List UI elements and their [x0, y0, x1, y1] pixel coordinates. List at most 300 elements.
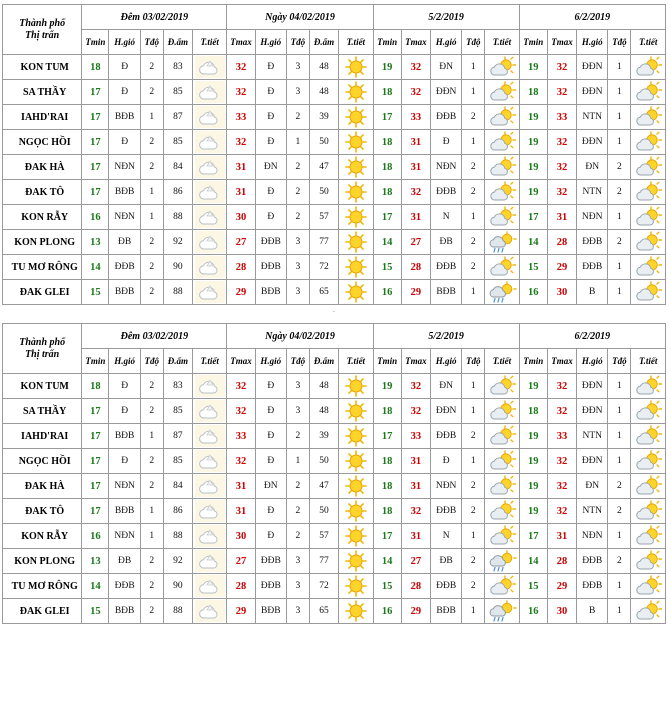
night-tmin: 14 — [82, 255, 109, 280]
d5-wind-dir: ĐN — [430, 374, 461, 399]
d6-tmax: 32 — [547, 180, 576, 205]
city-name: IAHD'RAI — [3, 424, 82, 449]
d5-tmin: 17 — [373, 424, 401, 449]
d5-wind-dir: Đ — [430, 130, 461, 155]
day-wind-level: 3 — [286, 599, 309, 624]
day-wind-level: 2 — [286, 474, 309, 499]
d5-weather-icon — [485, 230, 519, 255]
sunny-icon — [341, 400, 371, 422]
d6-wind-level: 1 — [608, 105, 631, 130]
header-field: Tmax — [227, 349, 255, 374]
d6-wind-dir: ĐĐN — [577, 399, 608, 424]
d6-weather-icon — [631, 399, 666, 424]
d5-weather-icon — [485, 599, 519, 624]
day-tmax: 30 — [227, 524, 255, 549]
day-humidity: 50 — [309, 180, 338, 205]
city-name: ĐAK HÀ — [3, 474, 82, 499]
table-row — [3, 449, 666, 474]
night-tmin: 15 — [82, 599, 109, 624]
rain-cloud-icon — [487, 231, 517, 253]
night-wind-dir: ĐB — [109, 230, 140, 255]
night-wind-level: 2 — [140, 374, 163, 399]
sunny-icon — [341, 81, 371, 103]
header-field: Tđộ — [286, 30, 309, 55]
d5-tmin: 18 — [373, 155, 401, 180]
d6-wind-level: 1 — [608, 599, 631, 624]
header-field: H.gió — [255, 30, 286, 55]
night-tmin: 13 — [82, 230, 109, 255]
header-row-fields — [3, 30, 666, 55]
day-wind-dir: Đ — [255, 55, 286, 80]
d5-tmin: 17 — [373, 524, 401, 549]
header-row-days — [3, 5, 666, 30]
d5-tmax: 31 — [401, 155, 430, 180]
day-wind-level: 3 — [286, 80, 309, 105]
d6-wind-dir: ĐĐB — [577, 230, 608, 255]
sunny-icon — [341, 156, 371, 178]
day-weather-icon — [339, 599, 373, 624]
d6-wind-dir: B — [577, 599, 608, 624]
d6-tmax: 29 — [547, 255, 576, 280]
header-field: T.tiết — [631, 30, 666, 55]
city-name: IAHD'RAI — [3, 105, 82, 130]
d5-tmin: 18 — [373, 180, 401, 205]
d5-tmax: 29 — [401, 280, 430, 305]
night-wind-dir: NĐN — [109, 474, 140, 499]
night-wind-dir: Đ — [109, 399, 140, 424]
d5-weather-icon — [485, 180, 519, 205]
d6-tmin: 17 — [519, 205, 547, 230]
day-tmax: 32 — [227, 374, 255, 399]
day-wind-dir: ĐN — [255, 155, 286, 180]
night-humidity: 85 — [163, 399, 192, 424]
d6-weather-icon — [631, 449, 666, 474]
night-wind-dir: BĐB — [109, 180, 140, 205]
header-field: Tmax — [547, 349, 576, 374]
d6-wind-dir: ĐN — [577, 155, 608, 180]
day-weather-icon — [339, 55, 373, 80]
header-field: T.tiết — [339, 349, 373, 374]
d6-weather-icon — [631, 205, 666, 230]
header-field: T.tiết — [485, 30, 519, 55]
d5-tmax: 31 — [401, 524, 430, 549]
d5-wind-level: 1 — [462, 449, 485, 474]
d5-weather-icon — [485, 499, 519, 524]
day-tmax: 27 — [227, 230, 255, 255]
d6-wind-level: 1 — [608, 255, 631, 280]
d6-wind-level: 1 — [608, 424, 631, 449]
day-humidity: 47 — [309, 474, 338, 499]
day-wind-dir: ĐĐB — [255, 549, 286, 574]
d6-tmax: 28 — [547, 549, 576, 574]
d5-tmax: 33 — [401, 105, 430, 130]
day-humidity: 39 — [309, 424, 338, 449]
d5-wind-dir: BĐB — [430, 599, 461, 624]
day-humidity: 72 — [309, 574, 338, 599]
d5-wind-level: 2 — [462, 499, 485, 524]
header-day-group: 6/2/2019 — [519, 5, 665, 30]
header-field: H.gió — [430, 30, 461, 55]
table-row — [3, 130, 666, 155]
d6-wind-level: 1 — [608, 80, 631, 105]
night-wind-level: 2 — [140, 449, 163, 474]
sunny-icon — [341, 525, 371, 547]
d6-weather-icon — [631, 255, 666, 280]
d5-tmin: 18 — [373, 130, 401, 155]
header-field: Tđộ — [140, 349, 163, 374]
night-tmin: 17 — [82, 474, 109, 499]
d6-tmax: 32 — [547, 399, 576, 424]
partly-cloudy-night-icon — [195, 106, 225, 128]
day-weather-icon — [339, 524, 373, 549]
header-city: Thành phố Thị trấn — [3, 324, 82, 374]
day-humidity: 47 — [309, 155, 338, 180]
sunny-icon — [341, 131, 371, 153]
weather-table-top — [2, 4, 666, 305]
night-wind-dir: NĐN — [109, 155, 140, 180]
city-name: NGỌC HỒI — [3, 449, 82, 474]
d6-wind-level: 1 — [608, 374, 631, 399]
day-tmax: 31 — [227, 499, 255, 524]
partly-cloudy-night-icon — [195, 425, 225, 447]
d6-tmin: 15 — [519, 574, 547, 599]
d5-wind-level: 1 — [462, 130, 485, 155]
partly-cloudy-night-icon — [195, 375, 225, 397]
d5-tmax: 29 — [401, 599, 430, 624]
night-humidity: 84 — [163, 155, 192, 180]
d6-weather-icon — [631, 280, 666, 305]
d5-wind-dir: ĐĐB — [430, 499, 461, 524]
d6-weather-icon — [631, 524, 666, 549]
d5-wind-dir: ĐĐB — [430, 574, 461, 599]
d6-wind-level: 2 — [608, 549, 631, 574]
d6-tmax: 30 — [547, 280, 576, 305]
d6-wind-dir: ĐĐB — [577, 574, 608, 599]
d5-wind-level: 2 — [462, 230, 485, 255]
d6-tmin: 19 — [519, 105, 547, 130]
day-tmax: 32 — [227, 449, 255, 474]
day-weather-icon — [339, 180, 373, 205]
d6-tmax: 32 — [547, 55, 576, 80]
day-tmax: 29 — [227, 280, 255, 305]
sun-cloud-icon — [633, 400, 663, 422]
city-name: ĐAK GLEI — [3, 280, 82, 305]
d5-weather-icon — [485, 524, 519, 549]
partly-cloudy-night-icon — [195, 575, 225, 597]
d6-weather-icon — [631, 374, 666, 399]
night-humidity: 90 — [163, 574, 192, 599]
sun-cloud-icon — [633, 525, 663, 547]
day-weather-icon — [339, 424, 373, 449]
header-field: H.gió — [109, 349, 140, 374]
day-wind-dir: ĐĐB — [255, 255, 286, 280]
d6-tmax: 31 — [547, 524, 576, 549]
d6-tmax: 31 — [547, 205, 576, 230]
day-wind-dir: Đ — [255, 374, 286, 399]
d6-tmax: 32 — [547, 449, 576, 474]
sun-cloud-icon — [633, 256, 663, 278]
d5-wind-level: 2 — [462, 155, 485, 180]
d6-tmax: 30 — [547, 599, 576, 624]
night-tmin: 17 — [82, 130, 109, 155]
day-weather-icon — [339, 105, 373, 130]
sun-cloud-icon — [487, 400, 517, 422]
d6-wind-level: 2 — [608, 180, 631, 205]
rain-cloud-icon — [487, 281, 517, 303]
day-wind-level: 2 — [286, 499, 309, 524]
day-tmax: 27 — [227, 549, 255, 574]
d5-weather-icon — [485, 549, 519, 574]
night-wind-level: 2 — [140, 549, 163, 574]
day-wind-level: 3 — [286, 574, 309, 599]
d5-weather-icon — [485, 80, 519, 105]
d6-tmax: 33 — [547, 424, 576, 449]
d5-tmax: 32 — [401, 180, 430, 205]
day-humidity: 50 — [309, 449, 338, 474]
sun-cloud-icon — [633, 206, 663, 228]
city-name: KON PLONG — [3, 549, 82, 574]
sun-cloud-icon — [633, 231, 663, 253]
header-day-group: 5/2/2019 — [373, 324, 519, 349]
day-wind-dir: Đ — [255, 524, 286, 549]
night-humidity: 87 — [163, 105, 192, 130]
day-tmax: 30 — [227, 205, 255, 230]
night-wind-level: 1 — [140, 424, 163, 449]
d5-wind-level: 2 — [462, 105, 485, 130]
d6-tmin: 18 — [519, 399, 547, 424]
night-weather-icon — [192, 549, 227, 574]
d5-tmax: 32 — [401, 80, 430, 105]
d5-tmin: 16 — [373, 599, 401, 624]
sun-cloud-icon — [633, 56, 663, 78]
d5-weather-icon — [485, 474, 519, 499]
city-name: KON RẪY — [3, 205, 82, 230]
day-weather-icon — [339, 255, 373, 280]
day-wind-level: 2 — [286, 155, 309, 180]
d5-wind-dir: NĐN — [430, 155, 461, 180]
d5-wind-level: 1 — [462, 599, 485, 624]
d6-tmin: 14 — [519, 230, 547, 255]
d5-tmin: 16 — [373, 280, 401, 305]
d6-weather-icon — [631, 549, 666, 574]
d6-tmin: 16 — [519, 599, 547, 624]
d6-wind-level: 2 — [608, 499, 631, 524]
d5-tmax: 33 — [401, 424, 430, 449]
day-wind-dir: BĐB — [255, 599, 286, 624]
city-name: ĐAK TÔ — [3, 499, 82, 524]
table-block-bottom — [0, 319, 668, 624]
day-weather-icon — [339, 549, 373, 574]
d6-wind-level: 1 — [608, 449, 631, 474]
header-field: Tđộ — [140, 30, 163, 55]
header-field: T.tiết — [631, 349, 666, 374]
d5-wind-level: 2 — [462, 574, 485, 599]
day-tmax: 33 — [227, 424, 255, 449]
d5-wind-level: 1 — [462, 280, 485, 305]
d6-weather-icon — [631, 180, 666, 205]
day-wind-dir: Đ — [255, 399, 286, 424]
night-tmin: 14 — [82, 574, 109, 599]
d5-wind-dir: ĐĐB — [430, 424, 461, 449]
night-wind-level: 2 — [140, 599, 163, 624]
day-wind-level: 3 — [286, 549, 309, 574]
d5-tmin: 14 — [373, 230, 401, 255]
d5-wind-level: 2 — [462, 474, 485, 499]
day-humidity: 50 — [309, 130, 338, 155]
city-name: SA THẦY — [3, 80, 82, 105]
d5-wind-level: 1 — [462, 80, 485, 105]
table-row — [3, 255, 666, 280]
day-wind-dir: Đ — [255, 499, 286, 524]
header-field: T.tiết — [339, 30, 373, 55]
d5-wind-dir: N — [430, 205, 461, 230]
night-humidity: 92 — [163, 230, 192, 255]
d6-wind-dir: NTN — [577, 424, 608, 449]
night-wind-level: 2 — [140, 399, 163, 424]
night-humidity: 88 — [163, 205, 192, 230]
day-tmax: 32 — [227, 399, 255, 424]
sun-cloud-icon — [633, 375, 663, 397]
d6-tmax: 28 — [547, 230, 576, 255]
night-wind-level: 2 — [140, 574, 163, 599]
d6-weather-icon — [631, 424, 666, 449]
d5-weather-icon — [485, 130, 519, 155]
night-tmin: 17 — [82, 155, 109, 180]
table-row — [3, 524, 666, 549]
d5-weather-icon — [485, 105, 519, 130]
night-humidity: 85 — [163, 449, 192, 474]
day-weather-icon — [339, 374, 373, 399]
city-name: TU MƠ RÔNG — [3, 574, 82, 599]
night-wind-level: 2 — [140, 474, 163, 499]
d6-wind-dir: NĐN — [577, 524, 608, 549]
d6-wind-dir: ĐĐN — [577, 130, 608, 155]
partly-cloudy-night-icon — [195, 156, 225, 178]
d6-tmin: 14 — [519, 549, 547, 574]
night-humidity: 90 — [163, 255, 192, 280]
d6-wind-dir: ĐĐN — [577, 374, 608, 399]
d6-weather-icon — [631, 230, 666, 255]
night-weather-icon — [192, 180, 227, 205]
table-row — [3, 80, 666, 105]
day-weather-icon — [339, 80, 373, 105]
partly-cloudy-night-icon — [195, 206, 225, 228]
night-humidity: 84 — [163, 474, 192, 499]
day-weather-icon — [339, 574, 373, 599]
table-row — [3, 280, 666, 305]
d5-wind-dir: NĐN — [430, 474, 461, 499]
partly-cloudy-night-icon — [195, 400, 225, 422]
table-row — [3, 549, 666, 574]
d6-tmax: 32 — [547, 155, 576, 180]
partly-cloudy-night-icon — [195, 550, 225, 572]
d5-wind-level: 1 — [462, 524, 485, 549]
sunny-icon — [341, 231, 371, 253]
d6-wind-dir: ĐĐN — [577, 55, 608, 80]
day-wind-dir: Đ — [255, 130, 286, 155]
d5-tmax: 28 — [401, 574, 430, 599]
day-wind-dir: Đ — [255, 105, 286, 130]
night-humidity: 85 — [163, 130, 192, 155]
header-row-days — [3, 324, 666, 349]
night-weather-icon — [192, 255, 227, 280]
table-body-bottom — [3, 374, 666, 624]
night-tmin: 18 — [82, 374, 109, 399]
night-tmin: 17 — [82, 399, 109, 424]
header-day-group: Ngày 04/02/2019 — [227, 5, 373, 30]
night-weather-icon — [192, 230, 227, 255]
sun-cloud-icon — [633, 81, 663, 103]
night-wind-dir: Đ — [109, 130, 140, 155]
partly-cloudy-night-icon — [195, 256, 225, 278]
d5-wind-dir: ĐB — [430, 549, 461, 574]
day-wind-level: 3 — [286, 374, 309, 399]
sun-cloud-icon — [633, 106, 663, 128]
header-field: Tmin — [519, 30, 547, 55]
day-weather-icon — [339, 155, 373, 180]
header-field: Tmin — [373, 349, 401, 374]
table-row — [3, 205, 666, 230]
sun-cloud-icon — [487, 500, 517, 522]
day-weather-icon — [339, 230, 373, 255]
night-wind-level: 1 — [140, 180, 163, 205]
sunny-icon — [341, 281, 371, 303]
header-field: Đ.ẩm — [309, 349, 338, 374]
night-weather-icon — [192, 399, 227, 424]
night-tmin: 17 — [82, 449, 109, 474]
d5-tmin: 17 — [373, 205, 401, 230]
night-weather-icon — [192, 130, 227, 155]
day-weather-icon — [339, 474, 373, 499]
night-wind-dir: Đ — [109, 80, 140, 105]
d5-tmin: 18 — [373, 499, 401, 524]
day-wind-dir: BĐB — [255, 280, 286, 305]
d6-wind-dir: B — [577, 280, 608, 305]
header-field: H.gió — [109, 30, 140, 55]
d5-wind-dir: ĐĐN — [430, 399, 461, 424]
table-row — [3, 424, 666, 449]
header-day-group: 6/2/2019 — [519, 324, 665, 349]
night-wind-level: 2 — [140, 230, 163, 255]
table-row — [3, 105, 666, 130]
header-field: Tmax — [401, 30, 430, 55]
sun-cloud-icon — [487, 56, 517, 78]
header-field: Tmax — [401, 349, 430, 374]
sunny-icon — [341, 56, 371, 78]
d5-weather-icon — [485, 449, 519, 474]
d6-tmax: 32 — [547, 474, 576, 499]
sunny-icon — [341, 600, 371, 622]
header-city: Thành phố Thị trấn — [3, 5, 82, 55]
day-wind-level: 3 — [286, 255, 309, 280]
city-name: KON TUM — [3, 55, 82, 80]
day-wind-dir: Đ — [255, 80, 286, 105]
d6-tmax: 32 — [547, 499, 576, 524]
night-humidity: 86 — [163, 499, 192, 524]
table-row — [3, 574, 666, 599]
night-wind-dir: NĐN — [109, 205, 140, 230]
day-weather-icon — [339, 499, 373, 524]
d6-wind-dir: NTN — [577, 180, 608, 205]
day-wind-dir: ĐN — [255, 474, 286, 499]
night-weather-icon — [192, 449, 227, 474]
day-tmax: 29 — [227, 599, 255, 624]
table-row — [3, 55, 666, 80]
table-row — [3, 499, 666, 524]
header-field: Tđộ — [462, 30, 485, 55]
partly-cloudy-night-icon — [195, 131, 225, 153]
sunny-icon — [341, 500, 371, 522]
